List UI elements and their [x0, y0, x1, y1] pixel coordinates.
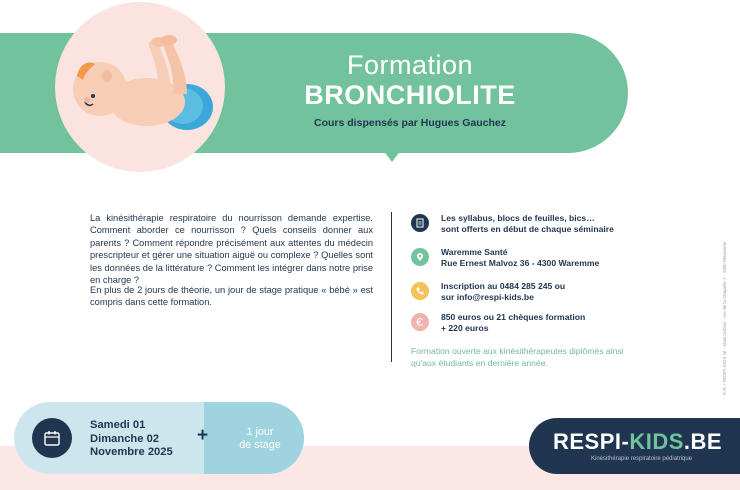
title-formation: Formation: [346, 50, 474, 80]
publisher-credit: É.R. • RESPI-KIDS srl - Alain Dubois - rue de la Chapelle 7 - 4300 Waremme: [722, 241, 727, 395]
baby-illustration: [55, 2, 225, 172]
info-materials: [441, 213, 641, 235]
respi-kids-logo: [529, 418, 740, 474]
plus-sign: +: [197, 425, 209, 446]
info-price-line2: + 220 euros: [441, 323, 489, 333]
logo-part-be: .BE: [683, 429, 723, 454]
description-paragraph-2: En plus de 2 jours de théorie, un jour de stage pratique « bébé » est compris dans cette formation.: [90, 285, 373, 308]
info-materials-line1: Les syllabus, blocs de feuilles, bics…: [441, 213, 595, 223]
stage-line1: 1 jour: [246, 426, 274, 438]
location-pin-icon: [411, 248, 429, 266]
calendar-icon: [32, 418, 72, 458]
subtitle-instructor: Cours dispensés par Hugues Gauchez: [314, 117, 506, 129]
seminar-dates: [90, 419, 173, 460]
date-sunday: Dimanche 02: [90, 432, 160, 445]
stage-line2: de stage: [239, 438, 281, 451]
euro-icon: [411, 313, 429, 331]
info-registration-line1: Inscription au 0484 285 245 ou: [441, 281, 566, 291]
info-location-line2: Rue Ernest Malvoz 36 - 4300 Waremme: [441, 258, 600, 268]
info-materials-line2: sont offerts en début de chaque séminaire: [441, 224, 614, 234]
phone-icon: [411, 282, 429, 300]
document-icon: [411, 214, 429, 232]
info-location: [441, 247, 641, 269]
info-location-line1: Waremme Santé: [441, 247, 508, 257]
info-registration-line2: sur info@respi-kids.be: [441, 292, 534, 302]
description-paragraph-1: La kinésithérapie respiratoire du nourrisson demande expertise. Comment aborder ce nourrisson ? Quels conseils donner aux parents ? Comment répondre précisément aux attentes du médecin prescripteur et gérer une situation aiguë ou complexe ? Quelles sont les données de la littérature ? Comment les intégrer dans notre prise en charge ?: [90, 213, 373, 286]
logo-part-respi: RESPI-: [553, 429, 630, 454]
stage-day: [220, 426, 300, 451]
date-pill: [14, 402, 304, 474]
banner-tail: [383, 150, 401, 162]
date-saturday: Samedi 01: [90, 419, 146, 431]
info-price: [441, 312, 641, 334]
baby-icon: [55, 2, 225, 172]
column-divider: [391, 212, 392, 362]
title-bronchiolite: BRONCHIOLITE: [304, 80, 516, 110]
logo-part-kids: KIDS: [629, 429, 684, 454]
info-price-line1: 850 euros ou 21 chèques formation: [441, 312, 586, 322]
date-month-year: Novembre 2025: [90, 446, 173, 458]
logo-wordmark: [553, 429, 722, 455]
eligibility-note: Formation ouverte aux kinésithérapeutes diplômés ainsi qu'aux étudiants en dernière année.: [411, 346, 624, 368]
logo-tagline: Kinésithérapie respiratoire pédiatrique: [591, 456, 693, 462]
info-registration: [441, 281, 641, 303]
